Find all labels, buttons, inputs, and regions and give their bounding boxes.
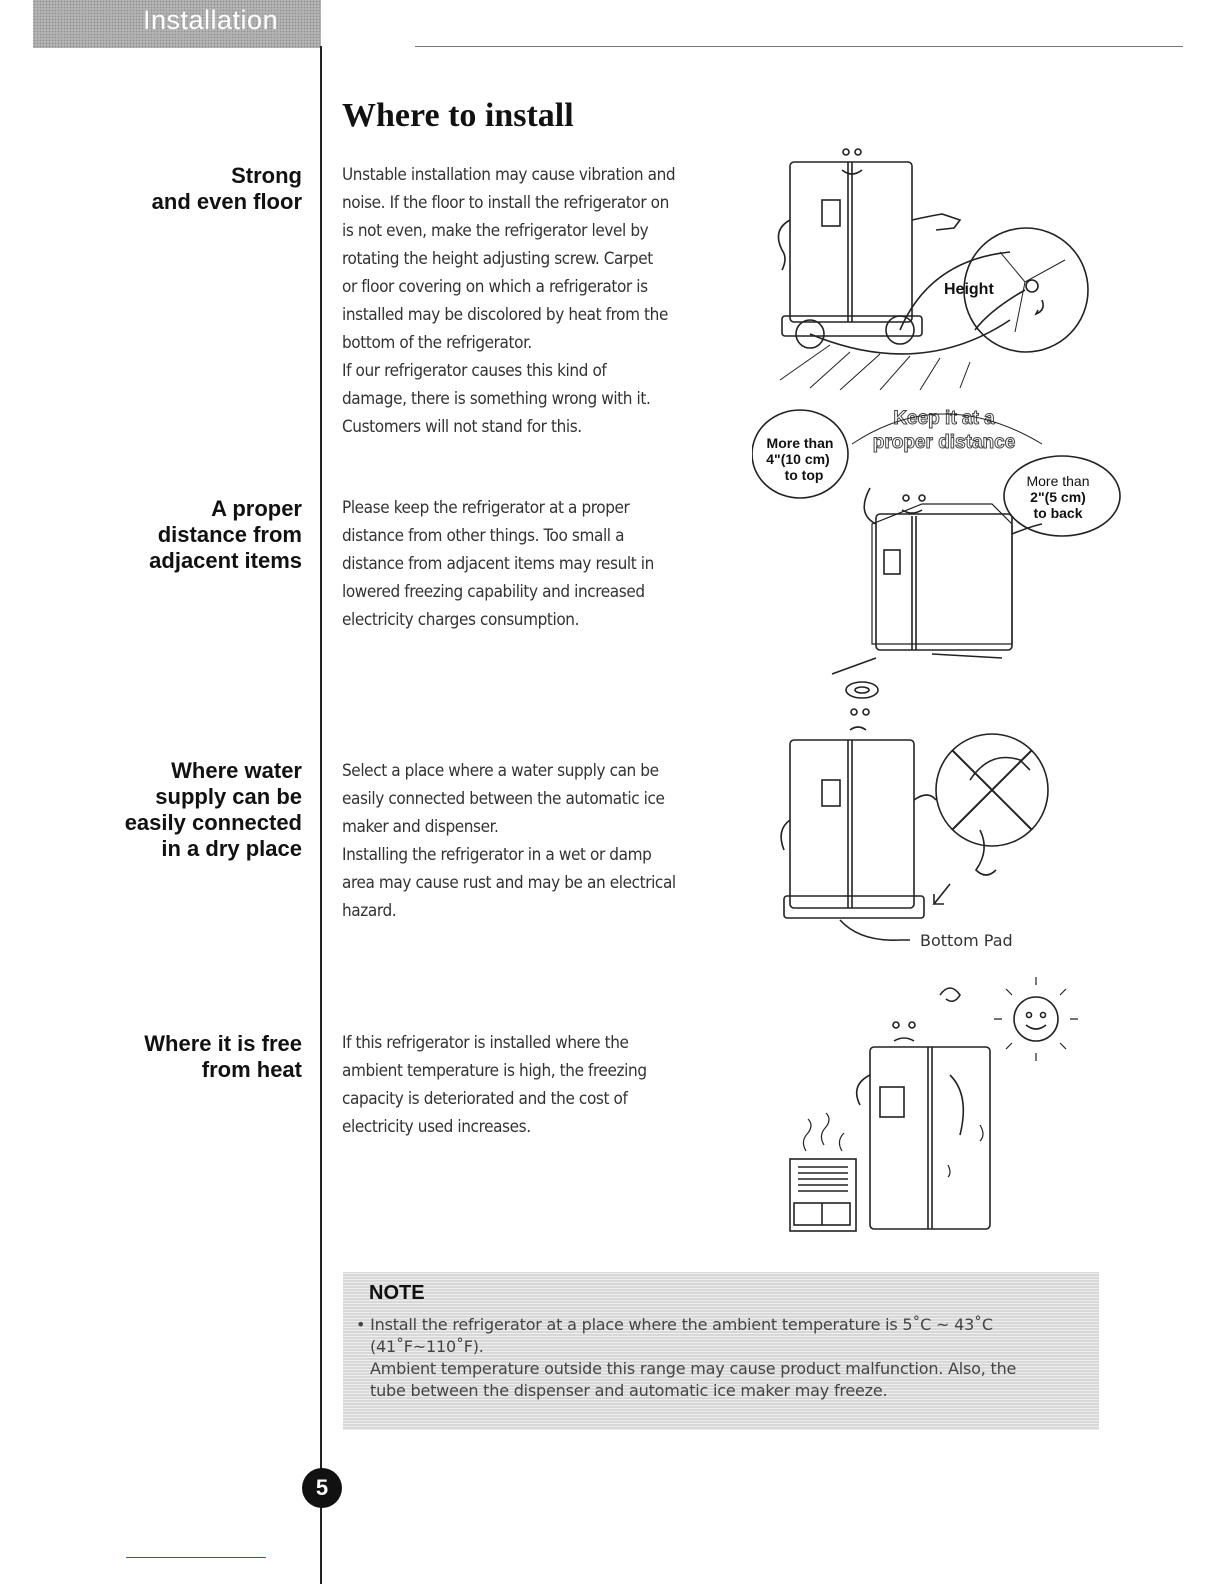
section-heading-heat: Where it is free from heat: [144, 1031, 302, 1082]
top-bubble-line-1: More than: [766, 435, 834, 451]
note-title: NOTE: [369, 1282, 425, 1304]
banner-line-2: proper distance: [872, 432, 1016, 453]
section-heading-floor: Strong and even floor: [151, 163, 302, 214]
page-number: 5: [302, 1468, 342, 1508]
footer-rule: [126, 1557, 266, 1558]
floor-level-illustration: [770, 140, 1100, 390]
section-tab-label: Installation: [143, 5, 279, 35]
water-supply-illustration: [770, 670, 1080, 960]
banner-line-1: Keep it at a: [893, 408, 995, 429]
distance-illustration: [752, 384, 1122, 684]
section-tab: [33, 0, 321, 48]
section-body-floor: Unstable installation may cause vibration and noise. If the floor to install the refrigerator on is not even, make the refrigerator level by rotating the height adjusting screw. Carpet or floor covering on which a refrigerator is installed may be discolored by heat from the bottom of the refrigerator. If our refrigerator causes this kind of damage, there is something wrong with it. Customers will not stand for this.: [342, 165, 676, 437]
header-rule: [415, 46, 1183, 47]
section-body-distance: Please keep the refrigerator at a proper distance from other things. Too small a distance from adjacent items may result in lowered freezing capability and increased electricity charges consumption.: [342, 498, 654, 630]
section-heading-distance: A proper distance from adjacent items: [149, 496, 302, 573]
height-label: Height: [944, 281, 994, 298]
back-bubble-line-1: More than: [1026, 473, 1090, 489]
section-heading-water: Where water supply can be easily connected in a dry place: [124, 758, 302, 861]
page-title: Where to install: [342, 97, 574, 134]
top-bubble-line-3: to top: [784, 467, 824, 483]
column-divider: [320, 46, 322, 1584]
note-text: • Install the refrigerator at a place where the ambient temperature is 5˚C ~ 43˚C (41˚F~110˚F). Ambient temperature outside this range may cause product malfunction. Also, the tube between the dispenser and automatic ice maker may freeze.: [356, 1315, 1017, 1400]
section-body-heat: If this refrigerator is installed where the ambient temperature is high, the freezing capacity is deteriorated and the cost of electricity used increases.: [342, 1033, 647, 1137]
back-bubble-line-3: to back: [1033, 505, 1083, 521]
back-bubble-line-2: 2"(5 cm): [1030, 489, 1086, 505]
heat-illustration: [780, 975, 1080, 1237]
top-bubble-line-2: 4"(10 cm): [766, 451, 830, 467]
note-box: [343, 1272, 1099, 1430]
bottom-pad-label: Bottom Pad: [920, 931, 1013, 950]
section-body-water: Select a place where a water supply can be easily connected between the automatic ice maker and dispenser. Installing the refrigerator in a wet or damp area may cause rust and may be an electrical hazard.: [342, 761, 676, 921]
